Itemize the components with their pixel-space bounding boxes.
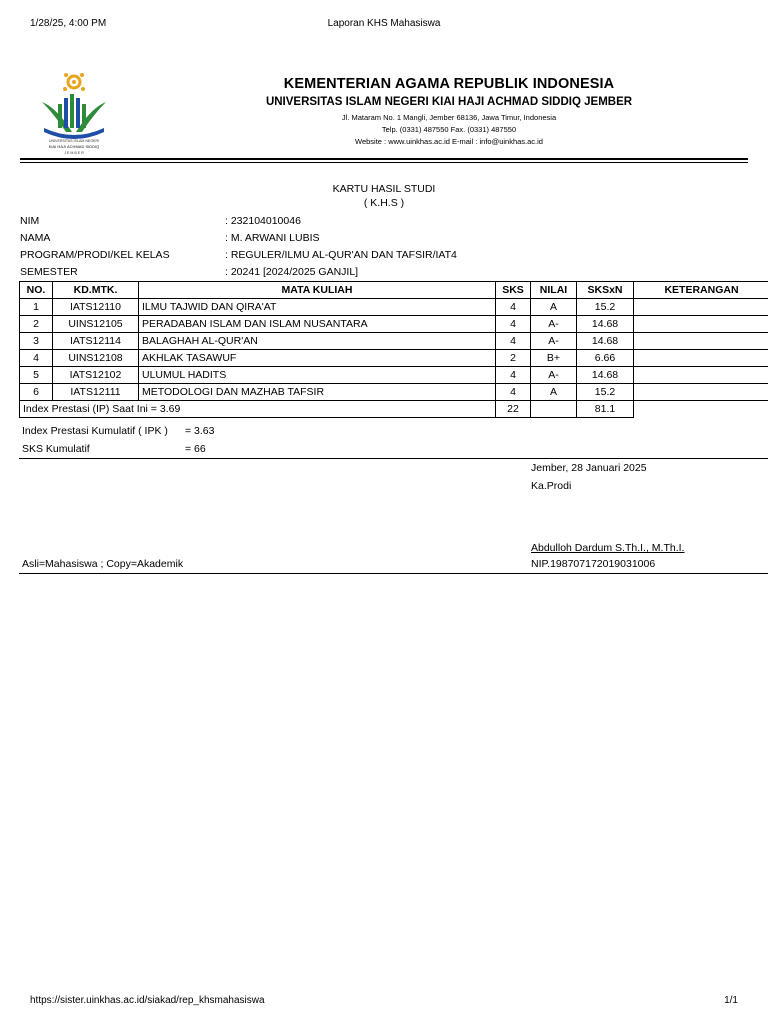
table-row [20,367,768,384]
header-note: KETERANGAN [634,282,768,299]
cell-sks: 4 [496,299,531,316]
sks-cumulative-label: SKS Kumulatif [22,443,90,455]
nama-value: : M. ARWANI LUBIS [225,232,320,244]
grades-table [19,281,768,418]
university-logo [34,70,114,160]
cumulative-summary [19,422,768,458]
nim-value: : 232104010046 [225,215,301,227]
document-title: KARTU HASIL STUDI [332,183,436,195]
cell-course: AKHLAK TASAWUF [139,350,496,367]
cell-note [634,316,768,333]
table-row [20,333,768,350]
signature-place-date: Jember, 28 Januari 2025 [531,462,647,474]
nim-label: NIM [20,215,40,227]
letterhead-rule-thin [20,162,748,163]
cell-sksxn: 6.66 [577,350,634,367]
cell-no: 5 [20,367,53,384]
program-label: PROGRAM/PRODI/KEL KELAS [20,249,170,261]
signatory-name: Abdulloh Dardum S.Th.I., M.Th.I. [531,542,685,554]
sks-cumulative-value: = 66 [185,443,206,455]
sks-total: 22 [496,401,531,418]
ipk-row [19,422,768,440]
cell-sksxn: 14.68 [577,333,634,350]
table-row [20,299,768,316]
cell-grade: A [531,384,577,401]
cell-note [634,367,768,384]
cell-grade: A- [531,316,577,333]
cell-code: IATS12114 [53,333,139,350]
cell-grade: A- [531,333,577,350]
signature-position: Ka.Prodi [531,480,572,492]
cell-course: PERADABAN ISLAM DAN ISLAM NUSANTARA [139,316,496,333]
semester-value: : 20241 [2024/2025 GANJIL] [225,266,359,278]
cell-sks: 4 [496,384,531,401]
cell-course: BALAGHAH AL-QUR'AN [139,333,496,350]
cell-no: 1 [20,299,53,316]
sksxn-total: 81.1 [577,401,634,418]
header-code: KD.MTK. [53,282,139,299]
cell-code: IATS12110 [53,299,139,316]
cell-sksxn: 14.68 [577,316,634,333]
cell-sksxn: 14.68 [577,367,634,384]
cell-grade: B+ [531,350,577,367]
cell-course: METODOLOGI DAN MAZHAB TAFSIR [139,384,496,401]
ipk-value: = 3.63 [185,425,215,437]
table-header-row [20,282,768,299]
cell-note [634,350,768,367]
university-web: Website : www.uinkhas.ac.id E-mail : info@uinkhas.ac.id [355,137,543,146]
cell-code: IATS12102 [53,367,139,384]
print-title: Laporan KHS Mahasiswa [327,18,441,29]
document-title-block [0,182,768,210]
ministry-name: KEMENTERIAN AGAMA REPUBLIK INDONESIA [283,76,615,92]
cell-code: UINS12108 [53,350,139,367]
university-phone: Telp. (0331) 487550 Fax. (0331) 487550 [381,125,517,134]
header-course: MATA KULIAH [139,282,496,299]
program-value: : REGULER/ILMU AL-QUR'AN DAN TAFSIR/IAT4 [225,249,457,261]
ip-summary-label: Index Prestasi (IP) Saat Ini = 3.69 [20,401,496,418]
grade-total-empty [531,401,577,418]
cell-sksxn: 15.2 [577,299,634,316]
header-sksxn: SKSxN [577,282,634,299]
header-grade: NILAI [531,282,577,299]
cell-code: IATS12111 [53,384,139,401]
cell-code: UINS12105 [53,316,139,333]
signatory-nip: NIP.198707172019031006 [531,558,656,570]
cell-no: 3 [20,333,53,350]
university-name: UNIVERSITAS ISLAM NEGERI KIAI HAJI ACHMAD SIDDIQ JEMBER [265,96,633,108]
header-no: NO. [20,282,53,299]
header-sks: SKS [496,282,531,299]
print-url: https://sister.uinkhas.ac.id/siakad/rep_khsmahasiswa [30,995,265,1006]
cell-note [634,384,768,401]
letterhead-rule-thick [20,158,748,160]
cell-no: 6 [20,384,53,401]
table-row [20,350,768,367]
letterhead [150,76,748,148]
cell-no: 2 [20,316,53,333]
cell-course: ILMU TAJWID DAN QIRA'AT [139,299,496,316]
university-address: Jl. Mataram No. 1 Mangli, Jember 68136, Jawa Timur, Indonesia [341,113,557,122]
cell-course: ULUMUL HADITS [139,367,496,384]
signature-block [19,458,768,574]
table-row [20,316,768,333]
cell-no: 4 [20,350,53,367]
copy-note: Asli=Mahasiswa ; Copy=Akademik [22,558,184,570]
logo-line1: UNIVERSITAS ISLAM NEGERI [48,139,100,143]
cell-grade: A- [531,367,577,384]
cell-sks: 4 [496,333,531,350]
sks-cumulative-row [19,440,768,458]
cell-note [634,333,768,350]
nama-label: NAMA [20,232,51,244]
document-subtitle: ( K.H.S ) [363,197,405,209]
cell-sks: 4 [496,316,531,333]
print-datetime: 1/28/25, 4:00 PM [30,18,107,29]
cell-sks: 2 [496,350,531,367]
cell-grade: A [531,299,577,316]
cell-note [634,299,768,316]
cell-sksxn: 15.2 [577,384,634,401]
page-number: 1/1 [724,995,738,1006]
table-summary-row [20,401,768,418]
logo-line2: KIAI HAJI ACHMAD SIDDIQ [48,144,100,149]
semester-label: SEMESTER [20,266,78,278]
note-total-empty [634,401,768,418]
table-row [20,384,768,401]
ipk-label: Index Prestasi Kumulatif ( IPK ) [22,425,168,437]
logo-line3: J E M B E R [64,151,84,155]
cell-sks: 4 [496,367,531,384]
